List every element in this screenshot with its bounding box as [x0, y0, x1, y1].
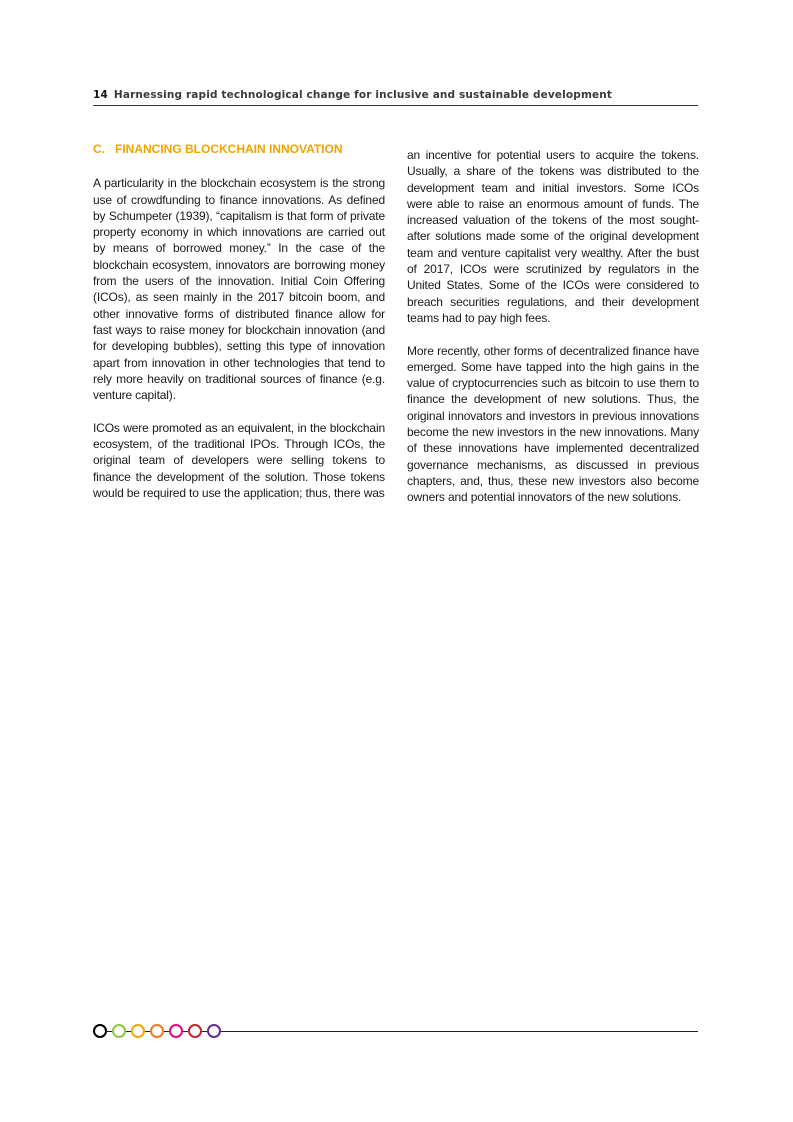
running-title: Harnessing rapid technological change for inclusive and sustainable development — [113, 89, 613, 101]
right-column — [407, 147, 699, 522]
section-title: FINANCING BLOCKCHAIN INNOVATION — [115, 142, 343, 156]
footer-rule — [216, 1031, 698, 1032]
footer-circle-icon — [131, 1024, 145, 1038]
section-heading — [93, 141, 385, 157]
paragraph: A particularity in the blockchain ecosystem is the strong use of crowdfunding to finance innovations. As defined by Schumpeter (1939), “capitalism is that form of private property economy in which innovations are carried out by means of borrowed money.” In the case of the blockchain ecosystem, innovators are borrowing money from the users of the innovation. Initial Coin Offering (ICOs), as seen mainly in the 2017 bitcoin boom, and other innovative forms of distributed finance allow for fast ways to raise money for blockchain innovation (and for developing bubbles), setting this type of innovation apart from innovation in other technologies that tend to rely more heavily on traditional sources of finance (e.g. venture capital). — [93, 176, 385, 403]
footer-circle-icon — [150, 1024, 164, 1038]
footer-circle-icon — [169, 1024, 183, 1038]
footer-circle-icon — [93, 1024, 107, 1038]
left-column — [93, 141, 385, 518]
page-number: 14 — [93, 89, 108, 101]
section-letter: C. — [93, 142, 105, 156]
paragraph: an incentive for potential users to acquire the tokens. Usually, a share of the tokens was distributed to the development team and initial investors. Some ICOs were able to raise an enormous amount of funds. The increased valuation of the tokens of the most sought-after solutions made some of the original development team and venture capitalist very wealthy. After the bust of 2017, ICOs were scrutinized by regulators in the United States. Some of the ICOs were considered to breach securities regulations, and their development teams had to pay high fees. — [407, 148, 699, 325]
running-header — [93, 89, 698, 106]
footer-circle-chain — [93, 1024, 221, 1038]
footer-circle-icon — [112, 1024, 126, 1038]
footer-circle-icon — [188, 1024, 202, 1038]
footer-circle-icon — [207, 1024, 221, 1038]
paragraph: ICOs were promoted as an equivalent, in the blockchain ecosystem, of the traditional IPOs. Through ICOs, the original team of developers were selling tokens to finance the development of the solution. Those tokens would be required to use the application; thus, there was — [93, 420, 385, 500]
paragraph: More recently, other forms of decentralized finance have emerged. Some have tapped into the high gains in the value of cryptocurrencies such as bitcoin to use them to finance the development of new solutions. Thus, the original innovators and investors in previous innovations become the new investors in the new innovations. Many of these innovations have implemented decentralized governance mechanisms, as discussed in previous chapters, and, thus, these new investors also become owners and potential innovators of the new solutions. — [407, 343, 699, 505]
